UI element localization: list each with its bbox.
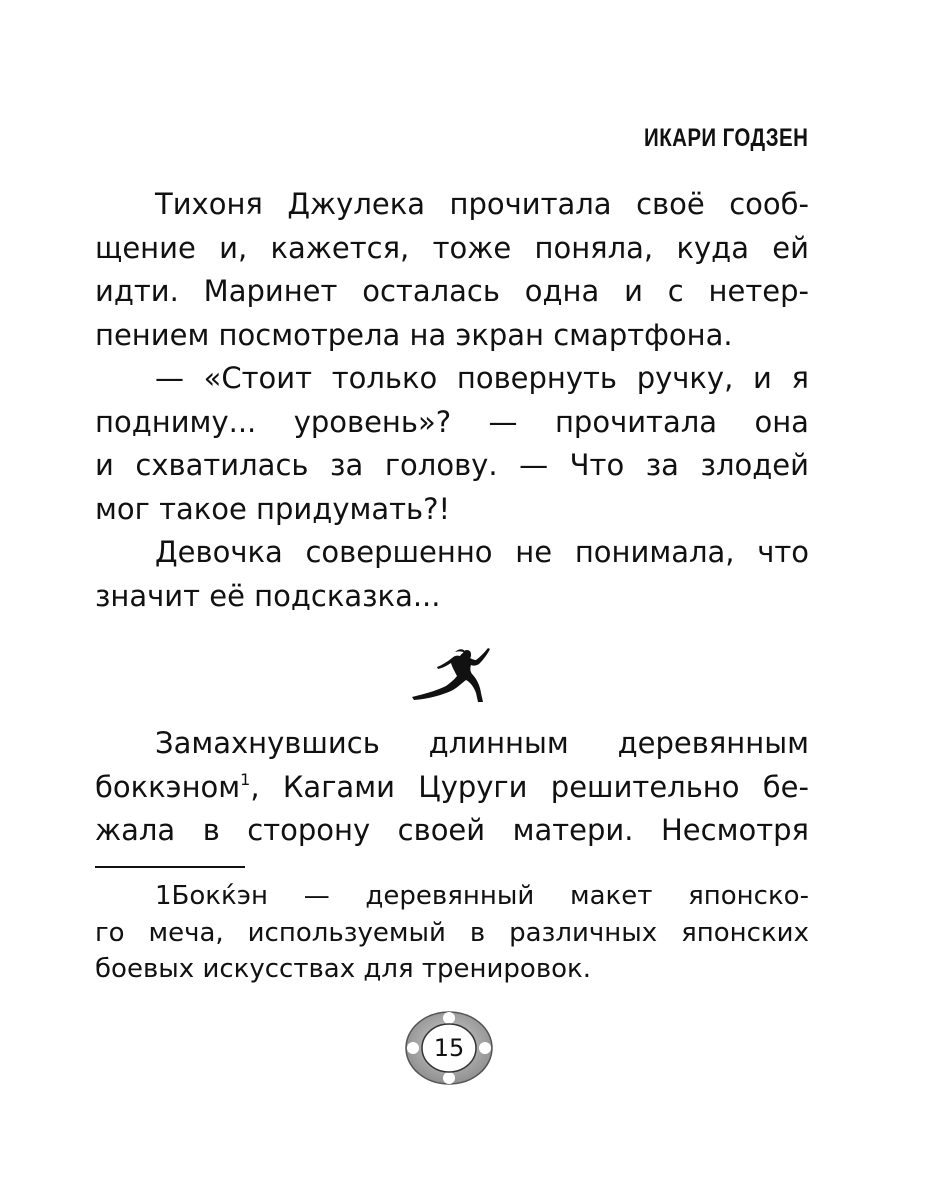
word: 1Бокќэн <box>155 881 268 911</box>
text-line <box>95 357 809 401</box>
word: различных <box>509 917 658 948</box>
word: — <box>519 448 549 482</box>
word: го <box>95 917 125 948</box>
word: за <box>330 448 364 482</box>
word: Замахнувшись <box>155 726 380 760</box>
text-line <box>95 183 809 227</box>
word: своей <box>397 813 486 847</box>
word: я <box>791 361 809 395</box>
word: схватилась <box>135 448 309 482</box>
text-line <box>95 314 809 358</box>
word: она <box>754 404 809 439</box>
word: — <box>488 404 518 439</box>
page-number-badge <box>404 1010 494 1086</box>
paragraph-3 <box>95 531 809 618</box>
word: Тихоня <box>155 187 263 221</box>
word: решительно <box>550 769 740 804</box>
footnote-line-content: боевых искусствах для тренировок. <box>95 954 592 984</box>
word: щение <box>95 230 196 265</box>
text-line <box>95 722 809 766</box>
word: и <box>752 361 772 395</box>
paragraph-1 <box>95 183 809 357</box>
word: совершенно <box>305 535 493 569</box>
word: Несмотря <box>660 813 809 847</box>
word: осталась <box>362 274 500 308</box>
word: тоже <box>432 230 512 265</box>
word: используемый <box>247 917 446 948</box>
word: ручку, <box>636 361 734 395</box>
word: Девочка <box>155 535 283 569</box>
footnote-line <box>95 878 809 915</box>
word: прочитала <box>449 187 612 221</box>
text-line <box>95 488 809 532</box>
word: Маринет <box>203 274 338 308</box>
word: что <box>757 535 809 569</box>
text-line-content: значит её подсказка... <box>95 578 441 613</box>
word: только <box>331 361 438 395</box>
text-line-content: мог такое придумать?! <box>95 491 451 526</box>
footnote-line <box>95 915 809 952</box>
word: повернуть <box>456 361 618 395</box>
word: деревянным <box>617 726 809 760</box>
main-text-top <box>95 183 809 618</box>
text-line <box>95 766 809 810</box>
word: идти. <box>95 274 179 308</box>
word: в <box>469 917 486 948</box>
word: сторону <box>247 813 371 847</box>
word: куда <box>676 230 749 265</box>
word: деревянный <box>365 881 535 911</box>
text-line <box>95 227 809 271</box>
word: голову. <box>384 448 498 482</box>
word: поняла, <box>534 230 654 265</box>
word: в <box>202 813 220 847</box>
word: меча, <box>148 917 224 948</box>
footnote-line <box>95 951 809 988</box>
word: Цуруги <box>418 769 528 804</box>
word: своё <box>636 187 705 221</box>
footnote <box>95 878 809 988</box>
word: и <box>95 448 114 482</box>
word: кажется, <box>270 230 410 265</box>
word: и, <box>219 230 248 265</box>
word: с <box>667 274 684 308</box>
footnote-reference: 1 <box>240 769 251 789</box>
word: злодей <box>700 448 809 482</box>
word: «Стоит <box>203 361 313 395</box>
word: уровень»? <box>293 404 452 439</box>
word: подниму... <box>95 404 257 439</box>
running-title: ИКАРИ ГОДЗЕН <box>643 124 808 152</box>
word: не <box>515 535 553 569</box>
word: Кагами <box>282 769 395 804</box>
word: Что <box>569 448 625 482</box>
paragraph-2 <box>95 357 809 531</box>
word: — <box>155 361 184 395</box>
word: боккэном$^1$, <box>95 769 260 804</box>
word: — <box>303 881 330 911</box>
text-line <box>95 401 809 445</box>
word: понимала, <box>574 535 735 569</box>
ladybug-hero-silhouette-icon <box>410 645 495 705</box>
word: ей <box>772 230 809 265</box>
word: жала <box>95 813 176 847</box>
word: длинным <box>428 726 569 760</box>
word: и <box>624 274 643 308</box>
word: одна <box>524 274 600 308</box>
word: макет <box>570 881 653 911</box>
word: нетер- <box>708 274 809 308</box>
main-text-bottom <box>95 722 809 853</box>
word: прочитала <box>554 404 718 439</box>
word: японских <box>681 917 809 948</box>
text-line <box>95 270 809 314</box>
page-number: 15 <box>433 1034 465 1062</box>
text-line <box>95 531 809 575</box>
word: японско- <box>688 881 809 911</box>
footnote-divider <box>95 866 245 868</box>
text-line-content: пением посмотрела на экран смартфона. <box>95 317 733 352</box>
text-line <box>95 444 809 488</box>
word: за <box>645 448 679 482</box>
word: матери. <box>512 813 634 847</box>
text-line <box>95 575 809 619</box>
word: бе- <box>762 769 809 804</box>
text-line <box>95 809 809 853</box>
word: Джулека <box>287 187 425 221</box>
word: сооб- <box>729 187 809 221</box>
